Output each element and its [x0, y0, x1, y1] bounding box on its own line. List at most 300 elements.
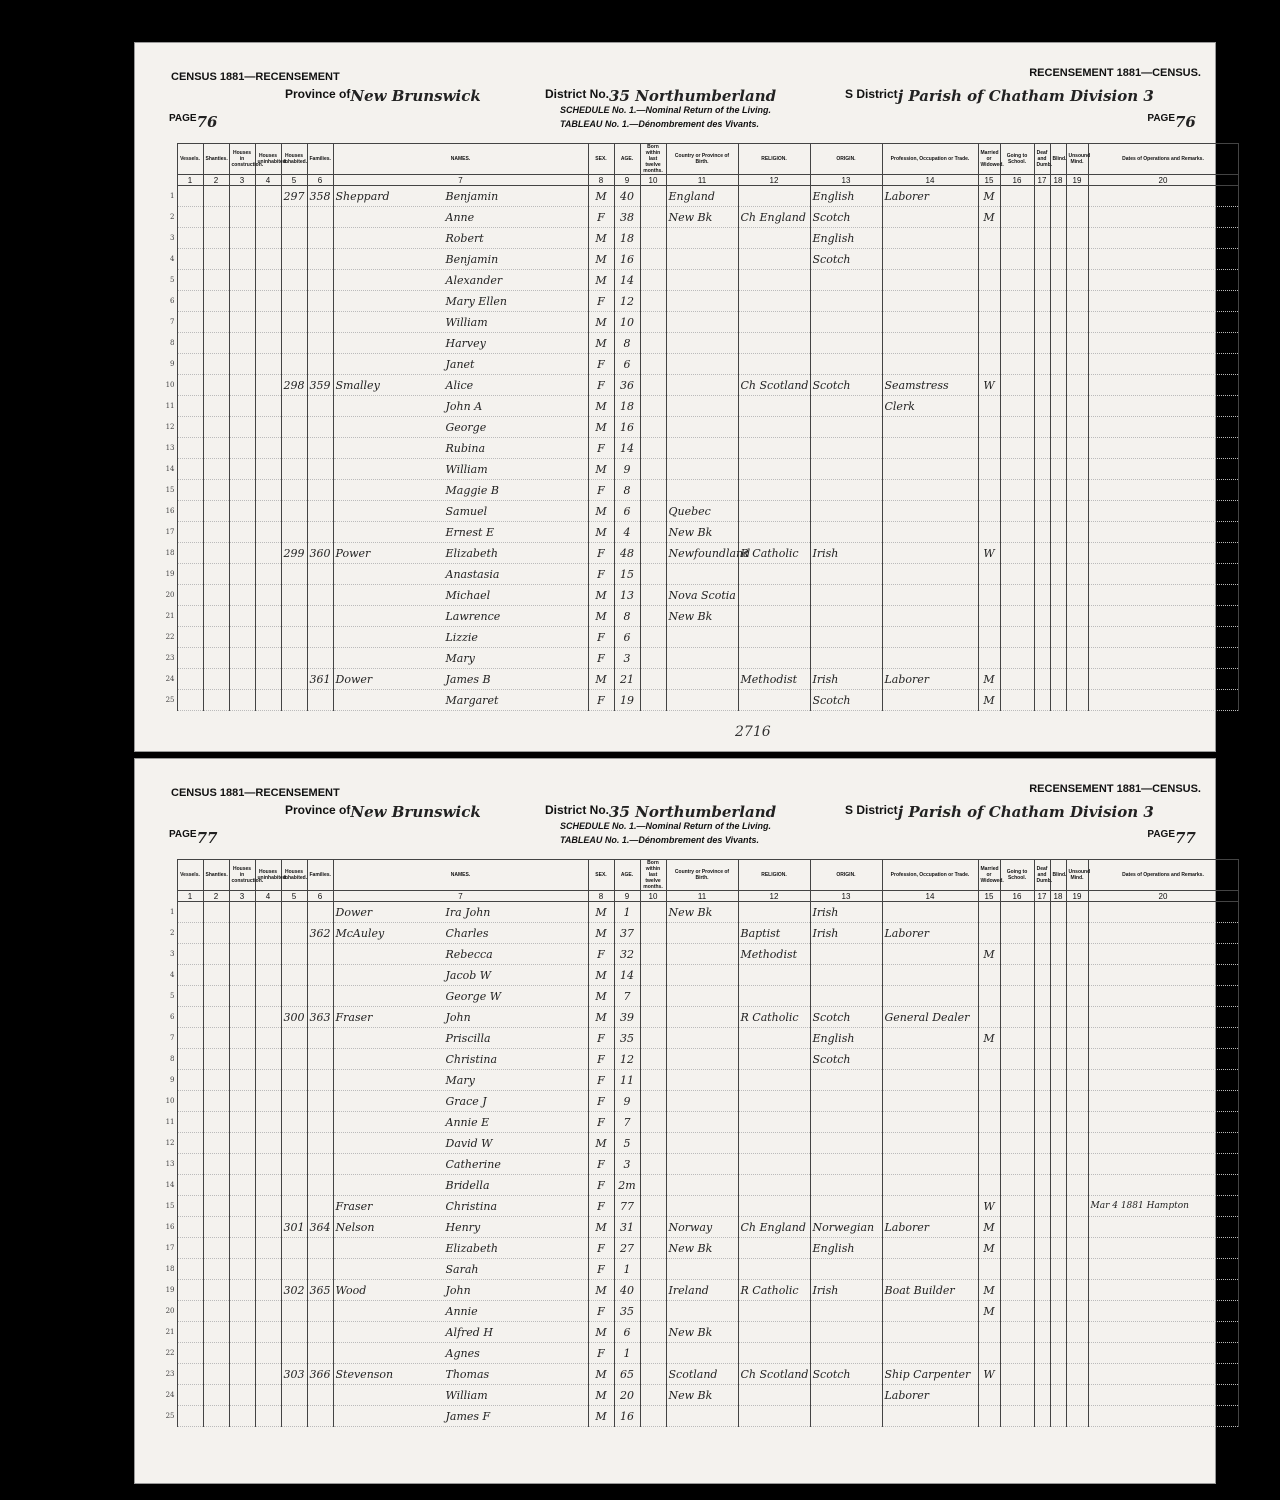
uninhabited-cell — [255, 291, 281, 312]
born-cell — [640, 501, 666, 522]
occupation-cell — [882, 270, 978, 291]
age-cell: 40 — [614, 1280, 640, 1301]
birthplace-cell: New Bk — [666, 1322, 738, 1343]
sex-cell: F — [588, 1112, 614, 1133]
sex-cell: F — [588, 480, 614, 501]
uninhabited-cell — [255, 923, 281, 944]
vessels-cell — [177, 923, 203, 944]
district-value: 35 Northumberland — [609, 87, 777, 105]
vessels-cell — [177, 207, 203, 228]
table-row — [163, 1133, 1238, 1154]
school-cell — [1000, 1112, 1034, 1133]
column-number: 9 — [614, 891, 640, 902]
born-cell — [640, 564, 666, 585]
family-number — [307, 585, 333, 606]
column-number: 11 — [666, 891, 738, 902]
table-row — [163, 333, 1238, 354]
unsound-cell — [1066, 354, 1088, 375]
birthplace-cell — [666, 249, 738, 270]
remarks-cell — [1088, 1070, 1238, 1091]
married-cell — [978, 333, 1000, 354]
blind-cell — [1050, 986, 1066, 1007]
blind-cell — [1050, 459, 1066, 480]
table-row — [163, 438, 1238, 459]
birthplace-cell: Scotland — [666, 1364, 738, 1385]
blind-cell — [1050, 438, 1066, 459]
school-cell — [1000, 396, 1034, 417]
occupation-cell — [882, 1196, 978, 1217]
vessels-cell — [177, 564, 203, 585]
remarks-cell — [1088, 249, 1238, 270]
house-number — [281, 1343, 307, 1364]
birthplace-cell — [666, 1196, 738, 1217]
header-right: RECENSEMENT 1881—CENSUS. — [1029, 783, 1201, 795]
school-cell — [1000, 1385, 1034, 1406]
occupation-cell: Laborer — [882, 186, 978, 207]
birthplace-cell — [666, 354, 738, 375]
name-cell — [333, 944, 588, 965]
name-cell — [333, 312, 588, 333]
vessels-cell — [177, 1385, 203, 1406]
age-cell: 3 — [614, 1154, 640, 1175]
religion-cell — [738, 291, 810, 312]
column-number: 11 — [666, 175, 738, 186]
family-number — [307, 965, 333, 986]
construction-cell — [229, 1322, 255, 1343]
header-left: CENSUS 1881—RECENSEMENT — [171, 71, 340, 83]
blind-cell — [1050, 1217, 1066, 1238]
sex-cell: M — [588, 902, 614, 923]
name-cell — [333, 375, 588, 396]
column-number: 2 — [203, 891, 229, 902]
deaf-cell — [1034, 1112, 1050, 1133]
born-cell — [640, 1007, 666, 1028]
name-cell — [333, 1259, 588, 1280]
family-number: 359 — [307, 375, 333, 396]
married-cell: W — [978, 375, 1000, 396]
house-number — [281, 1091, 307, 1112]
family-number: 364 — [307, 1217, 333, 1238]
birthplace-cell — [666, 986, 738, 1007]
married-cell — [978, 1070, 1000, 1091]
line-number: 21 — [165, 1328, 175, 1336]
shanties-cell — [203, 1259, 229, 1280]
vessels-cell — [177, 417, 203, 438]
deaf-cell — [1034, 375, 1050, 396]
construction-cell — [229, 1217, 255, 1238]
origin-cell — [810, 965, 882, 986]
shanties-cell — [203, 902, 229, 923]
origin-cell: Irish — [810, 902, 882, 923]
column-header: Families. — [307, 860, 333, 891]
sex-cell: M — [588, 312, 614, 333]
deaf-cell — [1034, 1196, 1050, 1217]
column-number: 10 — [640, 175, 666, 186]
unsound-cell — [1066, 501, 1088, 522]
vessels-cell — [177, 186, 203, 207]
unsound-cell — [1066, 1259, 1088, 1280]
construction-cell — [229, 1175, 255, 1196]
born-cell — [640, 1280, 666, 1301]
shanties-cell — [203, 1196, 229, 1217]
occupation-cell: Seamstress — [882, 375, 978, 396]
unsound-cell — [1066, 438, 1088, 459]
given-name: Grace J — [445, 1094, 487, 1108]
remarks-cell — [1088, 1049, 1238, 1070]
given-name: Harvey — [445, 336, 486, 350]
unsound-cell — [1066, 669, 1088, 690]
column-number: 13 — [810, 891, 882, 902]
given-name: Robert — [445, 231, 484, 245]
given-name: James F — [445, 1409, 491, 1423]
unsound-cell — [1066, 1343, 1088, 1364]
line-number: 1 — [170, 908, 175, 916]
unsound-cell — [1066, 522, 1088, 543]
column-number: 7 — [333, 891, 588, 902]
shanties-cell — [203, 1007, 229, 1028]
vessels-cell — [177, 354, 203, 375]
line-number: 5 — [170, 992, 175, 1000]
unsound-cell — [1066, 606, 1088, 627]
given-name: Annie — [445, 1304, 478, 1318]
school-cell — [1000, 585, 1034, 606]
line-number: 14 — [165, 465, 175, 473]
blind-cell — [1050, 1343, 1066, 1364]
shanties-cell — [203, 522, 229, 543]
table-row — [163, 1112, 1238, 1133]
remarks-cell — [1088, 522, 1238, 543]
gutter-note: 2716 — [735, 724, 771, 740]
unsound-cell — [1066, 585, 1088, 606]
religion-cell: R Catholic — [738, 1007, 810, 1028]
unsound-cell — [1066, 459, 1088, 480]
vessels-cell — [177, 291, 203, 312]
shanties-cell — [203, 480, 229, 501]
province-line — [285, 803, 481, 821]
deaf-cell — [1034, 228, 1050, 249]
family-number — [307, 438, 333, 459]
family-number — [307, 1196, 333, 1217]
born-cell — [640, 986, 666, 1007]
unsound-cell — [1066, 1238, 1088, 1259]
house-number — [281, 986, 307, 1007]
given-name: George W — [445, 989, 502, 1003]
column-header: Vessels. — [177, 860, 203, 891]
origin-cell — [810, 438, 882, 459]
column-number: 7 — [333, 175, 588, 186]
uninhabited-cell — [255, 986, 281, 1007]
religion-cell — [738, 228, 810, 249]
uninhabited-cell — [255, 648, 281, 669]
table-row — [163, 1406, 1238, 1427]
house-number — [281, 312, 307, 333]
construction-cell — [229, 1343, 255, 1364]
birthplace-cell: Quebec — [666, 501, 738, 522]
age-cell: 11 — [614, 1070, 640, 1091]
unsound-cell — [1066, 1196, 1088, 1217]
origin-cell: Norwegian — [810, 1217, 882, 1238]
line-number: 25 — [165, 1412, 175, 1420]
shanties-cell — [203, 438, 229, 459]
shanties-cell — [203, 1343, 229, 1364]
sex-cell: M — [588, 1007, 614, 1028]
occupation-cell — [882, 228, 978, 249]
house-number — [281, 333, 307, 354]
district-line — [545, 803, 777, 821]
province-line — [285, 87, 481, 105]
given-name: Benjamin — [445, 252, 499, 266]
origin-cell — [810, 1070, 882, 1091]
school-cell — [1000, 291, 1034, 312]
birthplace-cell — [666, 1028, 738, 1049]
surname: Wood — [335, 1283, 367, 1297]
vessels-cell — [177, 1322, 203, 1343]
deaf-cell — [1034, 1322, 1050, 1343]
uninhabited-cell — [255, 1175, 281, 1196]
birthplace-cell — [666, 627, 738, 648]
uninhabited-cell — [255, 1217, 281, 1238]
birthplace-cell — [666, 1133, 738, 1154]
birthplace-cell — [666, 1112, 738, 1133]
name-cell — [333, 522, 588, 543]
house-number: 297 — [281, 186, 307, 207]
blind-cell — [1050, 396, 1066, 417]
school-cell — [1000, 1091, 1034, 1112]
shanties-cell — [203, 986, 229, 1007]
schedule-fr: TABLEAU No. 1.—Dénombrement des Vivants. — [560, 119, 760, 129]
vessels-cell — [177, 585, 203, 606]
blind-cell — [1050, 1154, 1066, 1175]
family-number — [307, 1070, 333, 1091]
deaf-cell — [1034, 438, 1050, 459]
age-cell: 32 — [614, 944, 640, 965]
line-number: 13 — [165, 444, 175, 452]
married-cell — [978, 1133, 1000, 1154]
vessels-cell — [177, 1259, 203, 1280]
family-number — [307, 606, 333, 627]
age-cell: 1 — [614, 902, 640, 923]
remarks-cell — [1088, 606, 1238, 627]
remarks-cell — [1088, 291, 1238, 312]
unsound-cell — [1066, 543, 1088, 564]
birthplace-cell: New Bk — [666, 207, 738, 228]
name-cell — [333, 648, 588, 669]
table-row — [163, 312, 1238, 333]
school-cell — [1000, 1406, 1034, 1427]
column-number: 13 — [810, 175, 882, 186]
remarks-cell — [1088, 965, 1238, 986]
born-cell — [640, 1175, 666, 1196]
column-header: Unsound Mind. — [1066, 144, 1088, 175]
vessels-cell — [177, 1070, 203, 1091]
page-number: 76 — [196, 113, 218, 131]
married-cell: M — [978, 690, 1000, 711]
remarks-cell — [1088, 312, 1238, 333]
sex-cell: F — [588, 291, 614, 312]
birthplace-cell — [666, 480, 738, 501]
married-cell — [978, 902, 1000, 923]
construction-cell — [229, 312, 255, 333]
unsound-cell — [1066, 965, 1088, 986]
age-cell: 27 — [614, 1238, 640, 1259]
sex-cell: M — [588, 1133, 614, 1154]
occupation-cell: Ship Carpenter — [882, 1364, 978, 1385]
age-cell: 8 — [614, 333, 640, 354]
age-cell: 15 — [614, 564, 640, 585]
construction-cell — [229, 965, 255, 986]
column-header: Families. — [307, 144, 333, 175]
uninhabited-cell — [255, 1196, 281, 1217]
table-row — [163, 228, 1238, 249]
sex-cell: F — [588, 1049, 614, 1070]
religion-cell — [738, 986, 810, 1007]
religion-cell — [738, 417, 810, 438]
uninhabited-cell — [255, 1133, 281, 1154]
column-number: 19 — [1066, 175, 1088, 186]
line-number: 16 — [165, 1223, 175, 1231]
school-cell — [1000, 459, 1034, 480]
religion-cell — [738, 1406, 810, 1427]
census-page-77 — [134, 758, 1216, 1484]
blind-cell — [1050, 501, 1066, 522]
occupation-cell: Laborer — [882, 669, 978, 690]
name-cell — [333, 1343, 588, 1364]
table-row — [163, 375, 1238, 396]
blind-cell — [1050, 1091, 1066, 1112]
born-cell — [640, 249, 666, 270]
column-header: Profession, Occupation or Trade. — [882, 144, 978, 175]
subdistrict-label: S District — [845, 87, 898, 101]
born-cell — [640, 417, 666, 438]
remarks-cell — [1088, 228, 1238, 249]
construction-cell — [229, 1028, 255, 1049]
line-number: 2 — [170, 213, 175, 221]
deaf-cell — [1034, 291, 1050, 312]
house-number — [281, 1322, 307, 1343]
sex-cell: F — [588, 1301, 614, 1322]
occupation-cell — [882, 1070, 978, 1091]
table-row — [163, 1217, 1238, 1238]
uninhabited-cell — [255, 396, 281, 417]
origin-cell — [810, 480, 882, 501]
sex-cell: F — [588, 944, 614, 965]
sex-cell: M — [588, 1322, 614, 1343]
table-row — [163, 606, 1238, 627]
born-cell — [640, 585, 666, 606]
school-cell — [1000, 902, 1034, 923]
given-name: George — [445, 420, 487, 434]
deaf-cell — [1034, 902, 1050, 923]
unsound-cell — [1066, 186, 1088, 207]
age-cell: 18 — [614, 228, 640, 249]
unsound-cell — [1066, 902, 1088, 923]
married-cell — [978, 1154, 1000, 1175]
construction-cell — [229, 1385, 255, 1406]
table-row — [163, 417, 1238, 438]
vessels-cell — [177, 1217, 203, 1238]
married-cell — [978, 564, 1000, 585]
origin-cell — [810, 291, 882, 312]
column-number: 3 — [229, 175, 255, 186]
vessels-cell — [177, 986, 203, 1007]
married-cell: M — [978, 669, 1000, 690]
origin-cell — [810, 627, 882, 648]
deaf-cell — [1034, 986, 1050, 1007]
construction-cell — [229, 986, 255, 1007]
remarks-cell — [1088, 690, 1238, 711]
origin-cell: Scotch — [810, 249, 882, 270]
age-cell: 40 — [614, 186, 640, 207]
occupation-cell — [882, 333, 978, 354]
line-number: 11 — [165, 402, 175, 410]
occupation-cell — [882, 1343, 978, 1364]
unsound-cell — [1066, 1385, 1088, 1406]
name-cell — [333, 396, 588, 417]
construction-cell — [229, 522, 255, 543]
page-label: PAGE — [1147, 829, 1175, 840]
sex-cell: M — [588, 1406, 614, 1427]
age-cell: 31 — [614, 1217, 640, 1238]
given-name: Ernest E — [445, 525, 494, 539]
table-row — [163, 480, 1238, 501]
religion-cell — [738, 501, 810, 522]
column-header: Blind. — [1050, 860, 1066, 891]
family-number — [307, 333, 333, 354]
shanties-cell — [203, 354, 229, 375]
married-cell — [978, 1385, 1000, 1406]
given-name: Agnes — [445, 1346, 480, 1360]
table-row — [163, 648, 1238, 669]
religion-cell: Ch Scotland — [738, 375, 810, 396]
married-cell — [978, 1007, 1000, 1028]
deaf-cell — [1034, 965, 1050, 986]
name-cell — [333, 564, 588, 585]
given-name: Maggie B — [445, 483, 500, 497]
name-cell — [333, 965, 588, 986]
name-cell — [333, 186, 588, 207]
occupation-cell — [882, 1028, 978, 1049]
uninhabited-cell — [255, 606, 281, 627]
religion-cell — [738, 459, 810, 480]
house-number — [281, 1238, 307, 1259]
school-cell — [1000, 543, 1034, 564]
shanties-cell — [203, 186, 229, 207]
given-name: Alexander — [445, 273, 503, 287]
house-number — [281, 564, 307, 585]
religion-cell — [738, 1238, 810, 1259]
married-cell — [978, 291, 1000, 312]
sex-cell: F — [588, 1343, 614, 1364]
birthplace-cell — [666, 270, 738, 291]
surname: Dower — [335, 905, 373, 919]
uninhabited-cell — [255, 1280, 281, 1301]
birthplace-cell — [666, 375, 738, 396]
header-left: CENSUS 1881—RECENSEMENT — [171, 787, 340, 799]
religion-cell: Baptist — [738, 923, 810, 944]
occupation-cell — [882, 1301, 978, 1322]
given-name: Anastasia — [445, 567, 500, 581]
blind-cell — [1050, 648, 1066, 669]
house-number — [281, 522, 307, 543]
column-number: 1 — [177, 175, 203, 186]
married-cell — [978, 1322, 1000, 1343]
uninhabited-cell — [255, 270, 281, 291]
name-cell — [333, 1301, 588, 1322]
blind-cell — [1050, 417, 1066, 438]
unsound-cell — [1066, 923, 1088, 944]
given-name: Alfred H — [445, 1325, 493, 1339]
column-number: 16 — [1000, 891, 1034, 902]
